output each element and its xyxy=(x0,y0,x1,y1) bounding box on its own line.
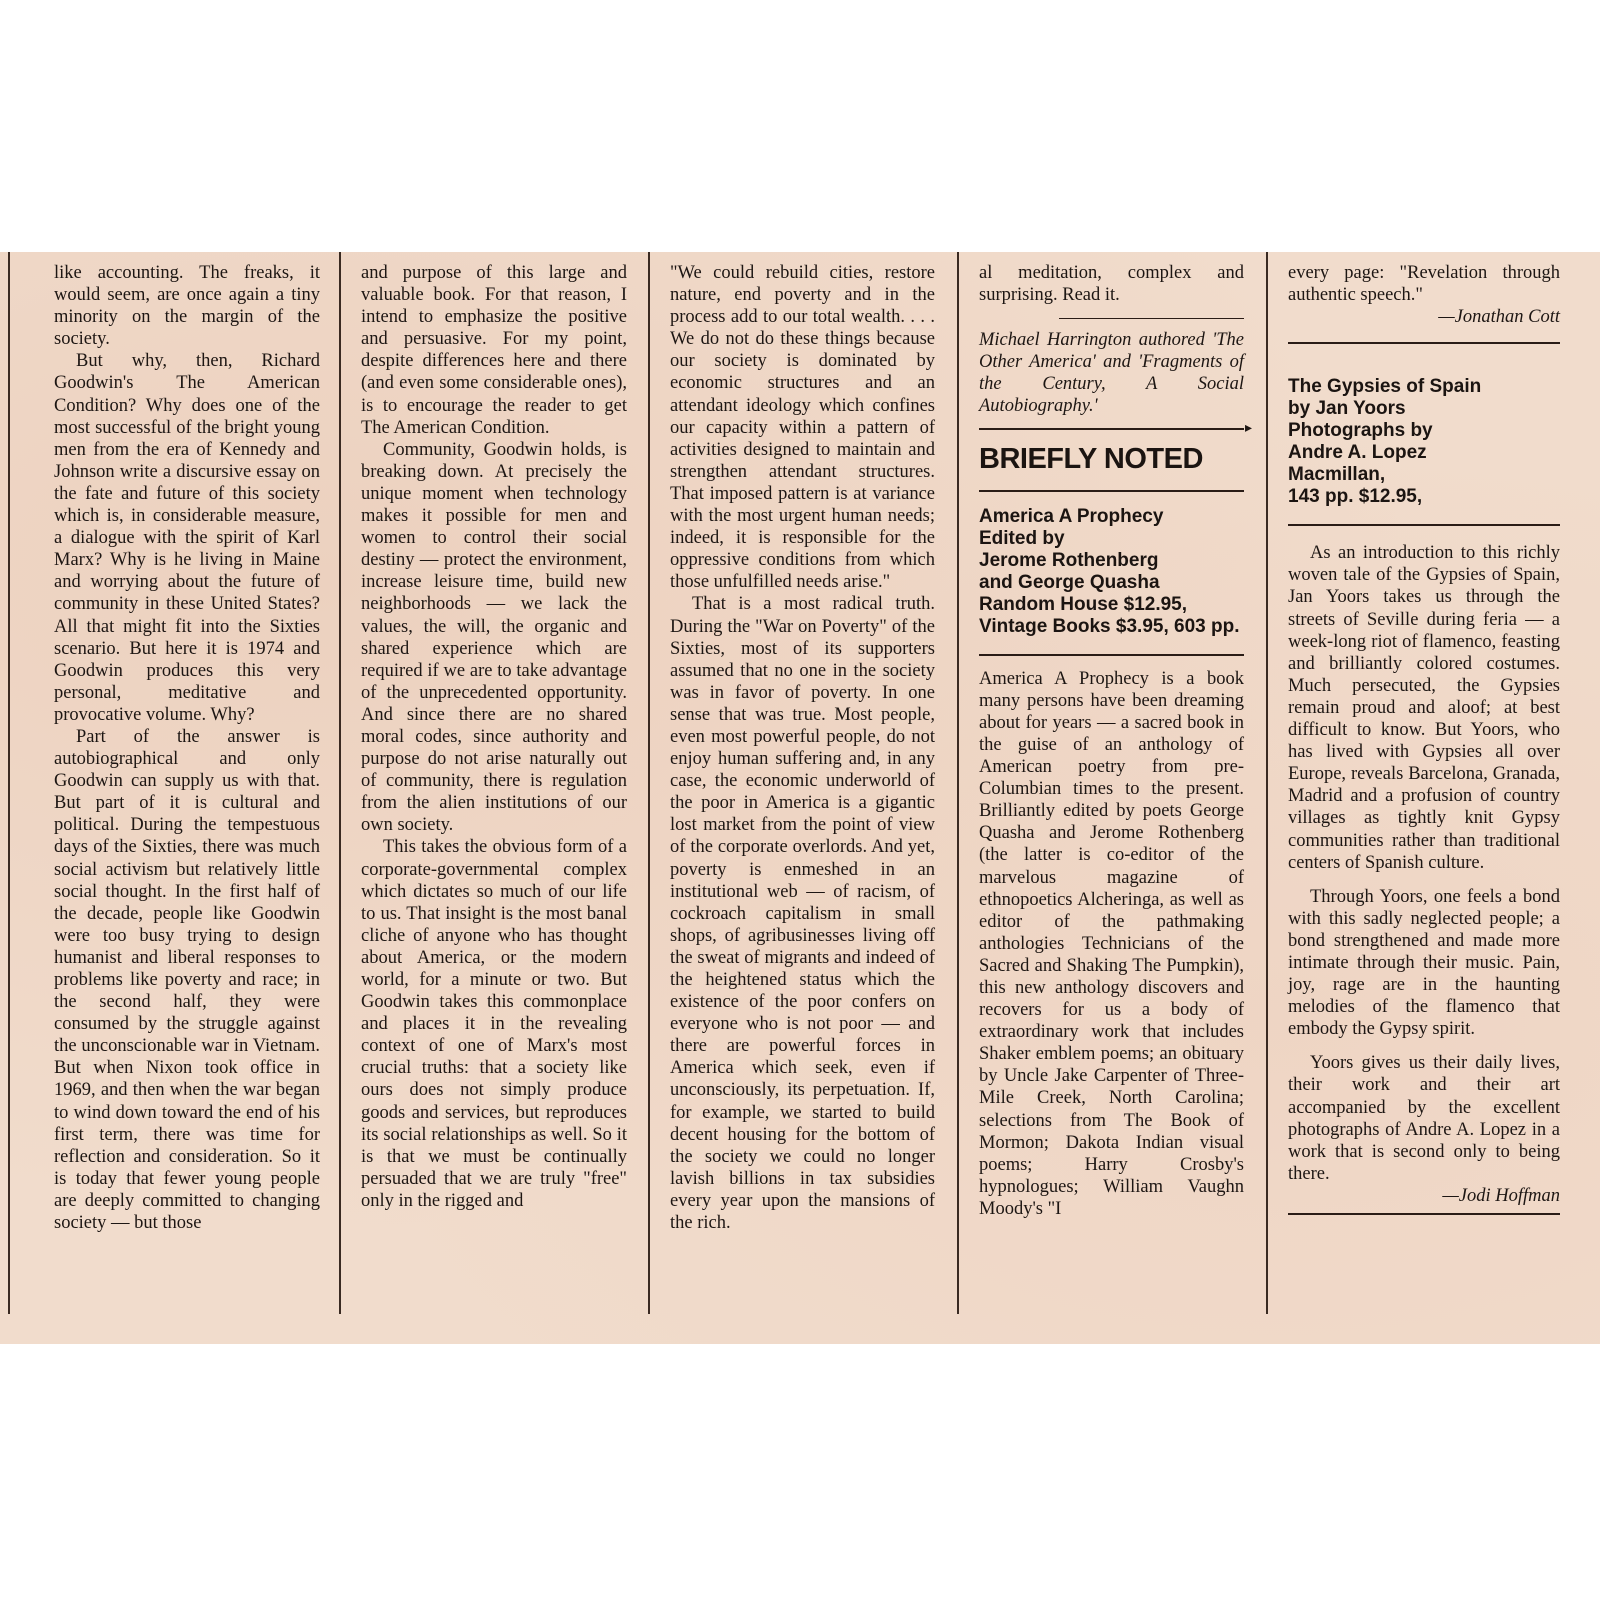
byline: —Jonathan Cott xyxy=(1438,307,1560,328)
paragraph: Yoors gives us their daily lives, their work and their art accompanied by the excellent photographs of Andre A. Lopez in a work that is second only to being there. xyxy=(1288,1053,1560,1184)
review-text: America A Prophecy is a book many persons have been dreaming about for years — a sacred book in the guise of an anthology of American poetry from pre-Columbian times to the present. Brilliantly edited by poets George Quasha and Jerome Rothenberg (the latter is co-editor of the marvelous magazine of ethnopoetics Alcheringa, as well as editor of the pathmaking anthologies Technicians of the Sacred and Shaking The Pumpkin), this new anthology discovers and recovers for us a body of extraordinary work that includes Shaker emblem poems; an obituary by Uncle Jake Carpenter of Three-Mile Creek, North Carolina; selections from The Book of Mormon; Dakota Indian visual poems; Harry Crosby's hypnologues; William Vaughn Moody's "I xyxy=(979,668,1244,1219)
divider xyxy=(1288,1213,1560,1215)
paragraph: Through Yoors, one feels a bond with this sadly neglected people; a bond strengthened and made more intimate through their music. Pain, joy, rage are in the haunting melodies of the flamenco that embody the Gypsy spirit. xyxy=(1288,886,1560,1040)
section-heading: BRIEFLY NOTED xyxy=(979,442,1203,475)
book-title: The Gypsies of Spain xyxy=(1288,376,1482,398)
book-info xyxy=(979,506,1244,638)
divider xyxy=(979,654,1244,656)
divider xyxy=(1288,524,1560,526)
column-rule xyxy=(957,252,959,1314)
paragraph: Part of the answer is autobiographical and only Goodwin can supply us with that. But part of it is cultural and political. During the tempestuous days of the Sixties, there was much social activism but relatively little social thought. In the first half of the decade, people like Goodwin were too busy trying to design humanist and liberal responses to problems like poverty and race; in the second half, they were consumed by the struggle against the unconscionable war in Vietnam. But when Nixon took office in 1969, and then when the war began to wind down toward the end of his first term, there was time for reflection and consideration. So it is today that fewer young people are deeply committed to changing society — but those xyxy=(54,726,320,1234)
divider xyxy=(979,490,1244,492)
book-line: Photographs by xyxy=(1288,420,1433,442)
paragraph: That is a most radical truth. During the "War on Poverty" of the Sixties, most of its supporters assumed that no one in the society was in favor of poverty. In one sense that was true. Most people, even most powerful people, do not enjoy human suffering and, in any case, the economic underworld of the poor in America is a gigantic lost market from the point of view of the corporate overlords. And yet, poverty is enmeshed in an institutional web — of racism, of cockroach capitalism in small shops, of agribusinesses living off the sweat of migrants and indeed of the heightened status which the existence of the poor confers on everyone who is not poor — and there are powerful forces in America which seek, even if unconsciously, its perpetuation. If, for example, we started to build decent housing for the bottom of the society we could no longer lavish billions in tax subsidies every year upon the mansions of the rich. xyxy=(670,594,935,1234)
paragraph: every page: "Revelation through authentic speech." xyxy=(1288,263,1560,306)
divider xyxy=(1288,342,1560,344)
book-line: and George Quasha xyxy=(979,571,1160,593)
book-line: Jerome Rothenberg xyxy=(979,549,1159,571)
book-line: Vintage Books $3.95, 603 pp. xyxy=(979,615,1240,637)
column-rule xyxy=(648,252,650,1314)
column-1 xyxy=(54,262,320,1234)
book-line: by Jan Yoors xyxy=(1288,398,1406,420)
paragraph: This takes the obvious form of a corporate-governmental complex which dictates so much of our life to us. That insight is the most banal cliche of anyone who has thought about America, or the modern world, for a minute or two. But Goodwin takes this commonplace and places it in the revealing context of one of Marx's most crucial truths: that a society like ours does not simply produce goods and services, but reproduces its social relationships as well. So it is that we must be continually persuaded that we are truly "free" only in the rigged and xyxy=(361,837,627,1211)
newspaper-clipping xyxy=(0,252,1600,1344)
book-title: America A Prophecy xyxy=(979,505,1164,527)
column-5 xyxy=(1288,262,1560,1215)
column-rule xyxy=(8,252,10,1314)
book-line: Edited by xyxy=(979,527,1065,549)
column-4 xyxy=(979,262,1244,1220)
paragraph: But why, then, Richard Goodwin's The American Condition? Why does one of the most successful of the bright young men from the era of Kennedy and Johnson write a discursive essay on the fate and future of this society which is, in considerable measure, a dialogue with the spirit of Karl Marx? Why is he living in Maine and worrying about the future of community in these United States? All that might fit into the Sixties scenario. But here it is 1974 and Goodwin produces this very personal, meditative and provocative volume. Why? xyxy=(54,351,320,725)
book-line: 143 pp. $12.95, xyxy=(1288,486,1423,508)
divider xyxy=(1059,318,1244,319)
paragraph: like accounting. The freaks, it would seem, are once again a tiny minority on the margin of the society. xyxy=(54,263,320,350)
book-info xyxy=(1288,376,1560,508)
paragraph: "We could rebuild cities, restore nature, end poverty and in the process add to our total wealth. . . . We do not do these things because our society is dominated by economic structures and an attendant ideology which confines our capacity within a pattern of activities designed to maintain and strengthen attendant structures. That imposed pattern is at variance with the most urgent human needs; indeed, it is responsible for the oppressive conditions from which those unfulfilled needs arise." xyxy=(670,263,935,593)
paragraph: Community, Goodwin holds, is breaking down. At precisely the unique moment when technology makes it possible for men and women to control their social destiny — protect the environment, increase leisure time, build new neighborhoods — we lack the values, the will, the organic and shared experience which are required if we are to take advantage of the unprecedented opportunity. And since there are no shared moral codes, since authority and purpose do not arise naturally out of community, there is regulation from the alien institutions of our own society. xyxy=(361,439,627,836)
column-rule xyxy=(1266,252,1268,1314)
column-3 xyxy=(670,262,935,1234)
book-line: Macmillan, xyxy=(1288,464,1386,486)
divider xyxy=(979,428,1244,430)
book-line: Random House $12.95, xyxy=(979,593,1188,615)
column-2 xyxy=(361,262,627,1212)
book-line: Andre A. Lopez xyxy=(1288,442,1427,464)
paragraph: As an introduction to this richly woven tale of the Gypsies of Spain, Jan Yoors takes us through the streets of Seville during feria — a week-long riot of flamenco, feasting and brilliantly colored costumes. Much persecuted, the Gypsies remain proud and aloof; at best difficult to know. But Yoors, who has lived with Gypsies all over Europe, reveals Barcelona, Granada, Madrid and a profusion of country villages as tightly knit Gypsy communities rather than traditional centers of Spanish culture. xyxy=(1288,543,1560,873)
paragraph: al meditation, complex and surprising. Read it. xyxy=(979,263,1244,306)
author-note: Michael Harrington authored 'The Other America' and 'Fragments of the Century, A Social Autobiography.' xyxy=(979,330,1244,417)
column-rule xyxy=(339,252,341,1314)
byline: —Jodi Hoffman xyxy=(1442,1185,1560,1206)
paragraph: and purpose of this large and valuable book. For that reason, I intend to emphasize the positive and persuasive. For my point, despite differences here and there (and even some considerable ones), is to encourage the reader to get The American Condition. xyxy=(361,263,627,438)
